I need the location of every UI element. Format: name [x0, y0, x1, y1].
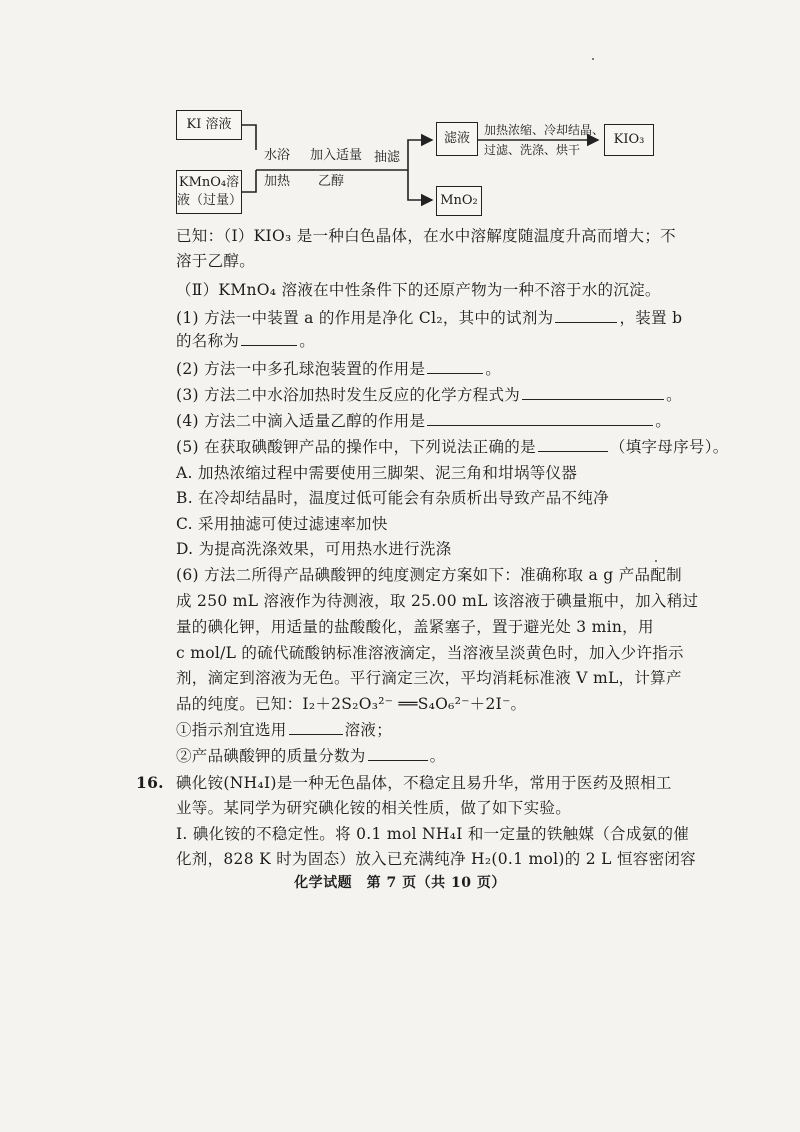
option-d: D. 为提高洗涤效果，可用热水进行洗涤	[176, 540, 452, 558]
q15-3-text: (3) 方法二中水浴加热时发生反应的化学方程式为	[176, 386, 521, 404]
kio3-product-box	[604, 124, 654, 156]
ki-solution-label: KI 溶液	[186, 117, 232, 132]
q15-1-text: (1) 方法一中装置 a 的作用是净化 Cl₂，其中的试剂为	[176, 309, 554, 327]
q15-1-cont-text: 的名称为	[176, 332, 240, 350]
step-water-bath: 水浴	[264, 148, 291, 163]
known-1: 已知：（Ⅰ）KIO₃ 是一种白色晶体，在水中溶解度随温度升高而增大；不	[176, 227, 676, 245]
q15-2	[176, 359, 501, 379]
period: 。	[429, 747, 446, 765]
operation-line2: 过滤、洗涤、烘干	[484, 143, 581, 157]
filtrate-box	[436, 122, 478, 156]
answer-blank[interactable]	[241, 331, 297, 346]
sub1-tail: 溶液；	[344, 721, 393, 739]
q15-4	[176, 411, 671, 431]
q15-6-l4: c mol/L 的硫代硫酸钠标准溶液滴定，当溶液呈淡黄色时，加入少许指示	[176, 644, 684, 662]
period: 。	[666, 386, 682, 404]
period: 。	[485, 360, 502, 378]
sub1-text: ①指示剂宜选用	[176, 721, 287, 739]
kmno4-solution-box	[176, 170, 242, 214]
known-1-cont: 溶于乙醇。	[176, 252, 256, 270]
step-ethanol: 乙醇	[318, 174, 345, 189]
q16-part1: Ⅰ. 碘化铵的不稳定性。将 0.1 mol NH₄I 和一定量的铁触媒（合成氨的催	[176, 825, 690, 843]
option-b: B. 在冷却结晶时，温度过低可能会有杂质析出导致产品不纯净	[176, 489, 609, 507]
filtrate-label: 滤液	[443, 131, 470, 146]
flowchart-arrows	[0, 0, 800, 240]
kio3-label: KIO₃	[613, 132, 645, 147]
q16-part1-l2: 化剂，828 K 时为固态）放入已充满纯净 H₂(0.1 mol)的 2 L 恒容密闭容	[176, 850, 696, 868]
q15-1-text-b: ，装置 b	[619, 309, 683, 327]
q15-5-hint: （填字母序号）。	[609, 438, 729, 456]
kmno4-label-line2: 液（过量）	[177, 193, 243, 208]
option-a: A. 加热浓缩过程中需要使用三脚架、泥三角和坩埚等仪器	[176, 464, 578, 482]
q15-2-text: (2) 方法一中多孔球泡装置的作用是	[176, 360, 426, 378]
option-c: C. 采用抽滤可使过滤速率加快	[176, 515, 388, 533]
q15-6-l3: 量的碘化钾，用适量的盐酸酸化，盖紧塞子，置于避光处 3 min，用	[176, 618, 654, 636]
q15-5	[176, 437, 729, 457]
q16-l1: 碘化铵(NH₄I)是一种无色晶体，不稳定且易升华，常用于医药及照相工	[176, 774, 672, 792]
mno2-label: MnO₂	[440, 193, 478, 208]
answer-blank[interactable]	[538, 437, 608, 452]
answer-blank[interactable]	[289, 720, 343, 735]
q15-4-text: (4) 方法二中滴入适量乙醇的作用是	[176, 412, 426, 430]
q15-6-l2: 成 250 mL 溶液作为待测液，取 25.00 mL 该溶液于碘量瓶中，加入稍过	[176, 592, 699, 610]
scan-speck	[592, 58, 594, 60]
sub2-text: ②产品碘酸钾的质量分数为	[176, 747, 366, 765]
q15-1-cont	[176, 331, 315, 351]
q16-l2: 业等。某同学为研究碘化铵的相关性质，做了如下实验。	[176, 799, 572, 817]
question-16-number: 16.	[136, 773, 164, 792]
answer-blank[interactable]	[555, 308, 617, 323]
known-2: （Ⅱ）KMnO₄ 溶液在中性条件下的还原产物为一种不溶于水的沉淀。	[176, 281, 661, 299]
period: 。	[299, 332, 316, 350]
q15-5-text: (5) 在获取碘酸钾产品的操作中，下列说法正确的是	[176, 438, 536, 456]
q15-3	[176, 385, 682, 405]
q15-6-sub2	[176, 746, 445, 766]
q15-6-sub1	[176, 720, 392, 740]
q15-6: (6) 方法二所得产品碘酸钾的纯度测定方案如下：准确称取 a g 产品配制	[176, 566, 682, 584]
step-heating: 加热	[264, 174, 291, 189]
ki-solution-box	[176, 110, 242, 140]
step-add-amount: 加入适量	[310, 148, 363, 163]
answer-blank[interactable]	[427, 359, 483, 374]
page-footer: 化学试题 第 7 页（共 10 页）	[294, 875, 506, 891]
answer-blank[interactable]	[368, 746, 428, 761]
q15-1	[176, 308, 682, 328]
scan-speck	[655, 560, 657, 562]
step-suction-filter: 抽滤	[374, 150, 401, 165]
mno2-box	[436, 186, 482, 216]
answer-blank[interactable]	[522, 385, 664, 400]
q15-6-l6: 品的纯度。已知：I₂＋2S₂O₃²⁻ ══S₄O₆²⁻＋2I⁻。	[176, 695, 527, 713]
operation-line1: 加热浓缩、冷却结晶、	[484, 123, 605, 137]
period: 。	[655, 412, 672, 430]
answer-blank[interactable]	[427, 411, 653, 426]
q15-6-l5: 剂，滴定到溶液为无色。平行滴定三次，平均消耗标准液 V mL，计算产	[176, 669, 682, 687]
kmno4-label-line1: KMnO₄溶	[178, 175, 240, 190]
